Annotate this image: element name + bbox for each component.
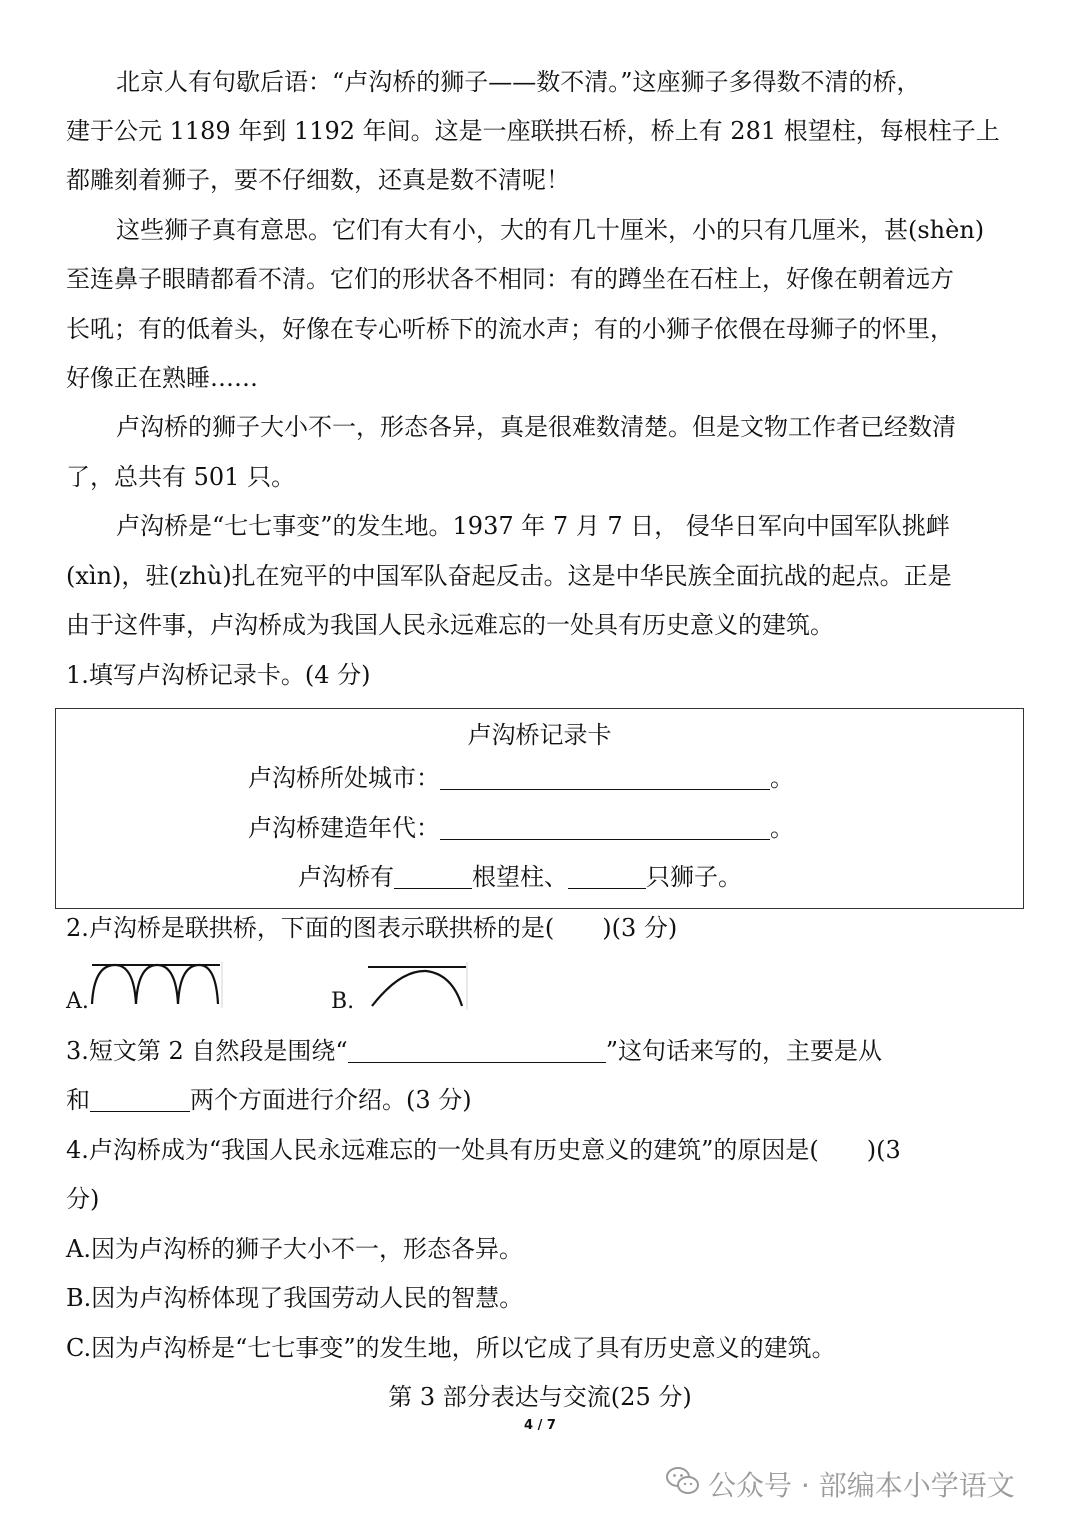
passage-p2-line2: 至连鼻子眼睛都看不清。它们的形状各不相同：有的蹲坐在石柱上，好像在朝着远方 [66, 265, 954, 293]
lion-suffix: 只狮子。 [646, 863, 742, 891]
q4-stem-line2: 分) [66, 1185, 100, 1213]
q4-option-b[interactable]: B.因为卢沟桥体现了我国劳动人民的智慧。 [66, 1284, 524, 1312]
watermark-text: 公众号 · 部编本小学语文 [708, 1469, 1015, 1502]
q4-stem-line1: 4.卢沟桥成为“我国人民永远难忘的一处具有历史意义的建筑”的原因是( )(3 [66, 1136, 901, 1164]
single-arch-bridge-icon[interactable] [366, 962, 470, 1010]
lion-count-blank[interactable] [568, 864, 646, 889]
pillar-prefix: 卢沟桥有 [298, 863, 394, 891]
q3-line1 [66, 1035, 882, 1067]
q1-stem: 1.填写卢沟桥记录卡。(4 分) [66, 661, 371, 689]
record-card-row-era [248, 812, 794, 844]
city-blank[interactable] [440, 765, 770, 790]
era-blank[interactable] [440, 815, 770, 840]
passage-p1-line2: 建于公元 1189 年到 1192 年间。这是一座联拱石桥，桥上有 281 根望柱，每根柱子上 [66, 117, 1000, 145]
q4-option-c[interactable]: C.因为卢沟桥是“七七事变”的发生地，所以它成了具有历史意义的建筑。 [66, 1334, 836, 1362]
era-end-mark: 。 [770, 814, 794, 842]
record-card-row-city [248, 762, 794, 794]
section-title: 第 3 部分表达与交流(25 分) [388, 1383, 692, 1411]
passage-p1-line3: 都雕刻着狮子，要不仔细数，还真是数不清呢！ [66, 166, 570, 194]
q3-aspect-blank[interactable] [90, 1087, 190, 1112]
record-card-row-counts [298, 861, 742, 893]
q2-option-a-label[interactable]: A. [66, 989, 89, 1014]
q3-line1-start: 3.短文第 2 自然段是围绕“ [66, 1037, 348, 1065]
record-card [55, 708, 1024, 909]
q2-option-b-label[interactable]: B. [331, 989, 355, 1014]
q3-line2 [66, 1084, 472, 1116]
page-number: 4 / 7 [524, 1418, 556, 1433]
multi-arch-bridge-icon[interactable] [88, 962, 224, 1008]
passage-p4-line3: 由于这件事，卢沟桥成为我国人民永远难忘的一处具有历史意义的建筑。 [66, 611, 834, 639]
passage-p4-line2: (xìn)，驻(zhù)扎在宛平的中国军队奋起反击。这是中华民族全面抗战的起点。正是 [66, 562, 952, 590]
passage-p4-line1: 卢沟桥是“七七事变”的发生地。1937 年 7 月 7 日， 侵华日军向中国军队挑衅 [116, 512, 950, 540]
city-label: 卢沟桥所处城市： [248, 764, 440, 792]
pillar-count-blank[interactable] [394, 864, 472, 889]
passage-p2-line1: 这些狮子真有意思。它们有大有小，大的有几十厘米，小的只有几厘米，甚(shèn) [116, 216, 985, 244]
passage-p3-line2: 了，总共有 501 只。 [66, 463, 296, 491]
record-card-title: 卢沟桥记录卡 [467, 721, 612, 749]
q3-line2-start: 和 [66, 1086, 90, 1114]
pillar-suffix: 根望柱、 [472, 863, 568, 891]
passage-p3-line1: 卢沟桥的狮子大小不一，形态各异，真是很难数清楚。但是文物工作者已经数清 [116, 413, 956, 441]
q3-topic-sentence-blank[interactable] [348, 1038, 606, 1063]
q2-stem: 2.卢沟桥是联拱桥，下面的图表示联拱桥的是( )(3 分) [66, 914, 678, 942]
wechat-icon [666, 1466, 700, 1496]
era-label: 卢沟桥建造年代： [248, 814, 440, 842]
passage-p2-line4: 好像正在熟睡…… [66, 364, 258, 392]
city-end-mark: 。 [770, 764, 794, 792]
passage-p1-line1: 北京人有句歇后语：“卢沟桥的狮子——数不清。”这座狮子多得数不清的桥， [116, 68, 921, 96]
q3-line2-end: 两个方面进行介绍。(3 分) [190, 1086, 472, 1114]
passage-p2-line3: 长吼；有的低着头，好像在专心听桥下的流水声；有的小狮子依偎在母狮子的怀里， [66, 315, 954, 343]
q3-line1-end: ”这句话来写的，主要是从 [605, 1037, 882, 1065]
q4-option-a[interactable]: A.因为卢沟桥的狮子大小不一，形态各异。 [66, 1235, 523, 1263]
